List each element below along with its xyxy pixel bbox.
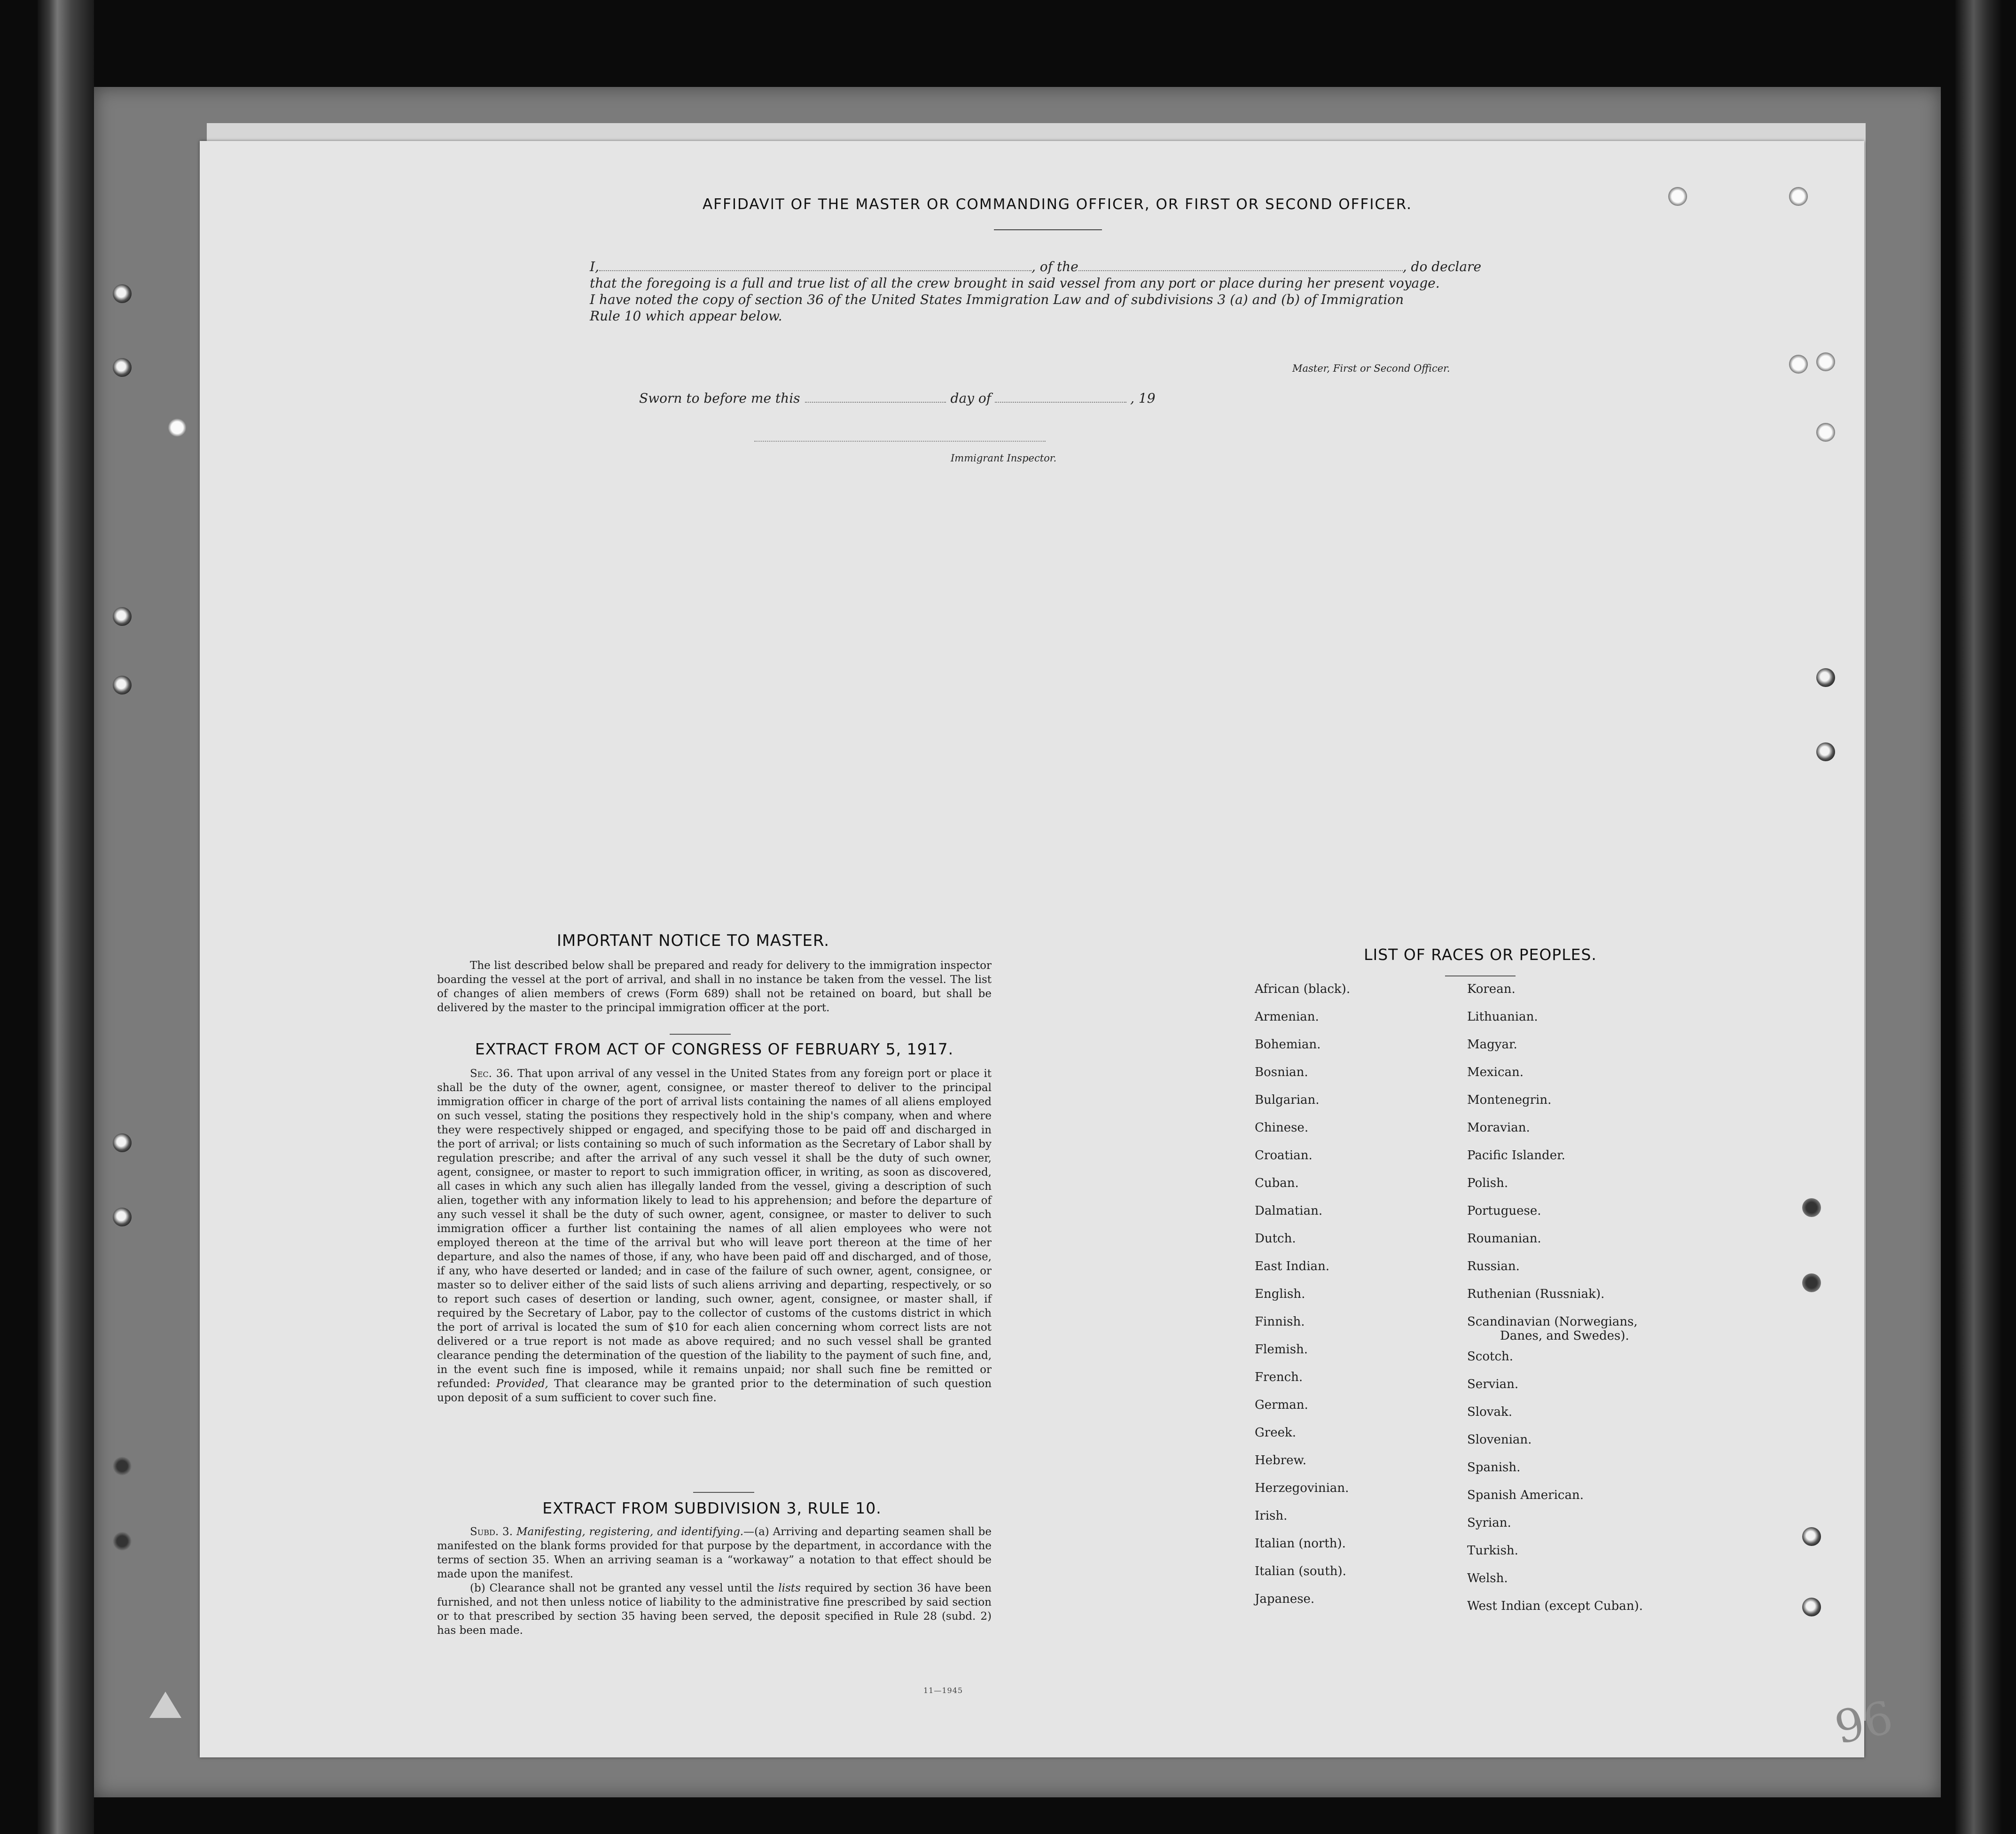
race-item: Lithuanian. <box>1467 1010 1538 1024</box>
master-signature-label: Master, First or Second Officer. <box>1292 363 1450 374</box>
sworn-label: Sworn to before me this <box>639 390 800 406</box>
race-item: Moravian. <box>1467 1121 1530 1135</box>
paragraph-b-end: required by section 36 have been furnished, and not then unless notice of liability to the administrative fine prescribed by said section or to that prescribed by section 35 having been served, the deposit specified in Rule 28 (subd. 2) has been made. <box>437 1582 992 1637</box>
rule-body <box>437 1525 992 1638</box>
punch-hole-icon <box>1802 1527 1821 1546</box>
races-heading: LIST OF RACES OR PEOPLES. <box>1364 945 1597 964</box>
race-item: Hebrew. <box>1255 1453 1306 1467</box>
punch-hole-icon <box>1816 668 1835 687</box>
section-label: Sec. 36. <box>470 1068 514 1080</box>
sworn-line <box>639 390 1767 407</box>
race-item: Bosnian. <box>1255 1065 1308 1079</box>
binder-spine-left <box>38 0 94 1834</box>
race-item: Italian (south). <box>1255 1564 1346 1578</box>
race-item: Roumanian. <box>1467 1232 1541 1246</box>
section-36-text: That upon arrival of any vessel in the United States from any foreign port or place it shall be the duty of the owner, agent, consignee, or master thereof to deliver to the principal immigration officer in charge of the port of arrival lists containing the names of all aliens employed on such vessel, stating the positions they respectively hold in the ship's company, when and where they were respectively shipped or engaged, and specifying those to be paid off and discharged in the port of arrival; or lists containing so much of such information as the Secretary of Labor shall by regulation prescribe; and after the arrival of any such vessel it shall be the duty of such owner, agent, consignee, or master to report to such immigration officer, in writing, as soon as discovered, all cases in which any such alien has illegally landed from the vessel, giving a description of such alien, together with any information likely to lead to his apprehension; and before the departure of any such vessel it shall be the duty of such owner, agent, consignee, or master to deliver to such immigration officer a further list containing the names of all alien employees who were not employed thereon at the time of the arrival but who will leave port thereon at the time of her departure, and also the names of those, if any, who have been paid off and discharged, and of those, if any, who have deserted or landed; and in case of the failure of such owner, agent, consignee, or master so to deliver either of the said lists of such aliens arriving and departing, respectively, or so to report such cases of desertion or landing, such owner, agent, consignee, or master shall, if required by the Secretary of Labor, pay to the collector of customs of the customs district in which the port of arrival is located the sum of $10 for each alien concerning whom correct lists are not delivered or a true report is not made as above required; and no such vessel shall be granted clearance pending the determination of the question of the liability to the payment of such fine, and, in the event such fine is imposed, while it remains unpaid; nor shall such fine be remitted or refunded: <box>437 1068 992 1390</box>
race-item: Polish. <box>1467 1176 1508 1190</box>
punch-hole-icon <box>113 1457 132 1475</box>
punch-hole-icon <box>113 676 132 695</box>
race-item: Cuban. <box>1255 1176 1299 1190</box>
punch-hole-icon <box>1789 187 1808 206</box>
race-item: Croatian. <box>1255 1148 1313 1163</box>
punch-hole-icon <box>113 1208 132 1226</box>
paragraph-a-text: —(a) Arriving and departing seamen shall be manifested on the blank forms provided for that purpose by the department, in accordance with the terms of section 35. When an arriving seaman is a “workaway” a notation to that effect should be made upon the manifest. <box>437 1526 992 1580</box>
race-item: Japanese. <box>1255 1592 1315 1606</box>
race-item: Bohemian. <box>1255 1038 1321 1052</box>
race-item: Slovak. <box>1467 1405 1512 1419</box>
punch-hole-icon <box>113 284 132 303</box>
proviso-text: That clearance may be granted prior to the determination of such question upon deposit of a sum sufficient to cover such fine. <box>437 1378 992 1404</box>
race-item: Mexican. <box>1467 1065 1524 1079</box>
title-divider <box>994 229 1102 230</box>
punch-hole-icon <box>1802 1598 1821 1616</box>
race-item: Irish. <box>1255 1509 1288 1523</box>
race-item: West Indian (except Cuban). <box>1467 1599 1643 1613</box>
race-item: African (black). <box>1255 982 1351 996</box>
rule-paragraph-b <box>437 1581 992 1638</box>
race-item: Finnish. <box>1255 1315 1305 1329</box>
races-column-2 <box>1467 976 1643 1620</box>
race-item: Scandinavian (Norwegians, <box>1467 1315 1638 1329</box>
declaration-of-the: , of the <box>1031 259 1078 274</box>
race-item: Magyar. <box>1467 1038 1517 1052</box>
declaration-line-3: I have noted the copy of section 36 of the United States Immigration Law and of subdivisions 3 (a) and (b) of Immigration <box>590 292 1404 307</box>
race-item: Flemish. <box>1255 1342 1308 1357</box>
punch-hole-icon <box>113 1532 132 1551</box>
affidavit-title: AFFIDAVIT OF THE MASTER OR COMMANDING OFFICER, OR FIRST OR SECOND OFFICER. <box>702 196 1413 213</box>
race-item: Herzegovinian. <box>1255 1481 1349 1495</box>
vessel-blank[interactable] <box>1078 260 1403 271</box>
race-item: English. <box>1255 1287 1305 1301</box>
act-paragraph <box>437 1067 992 1405</box>
name-blank[interactable] <box>599 260 1031 271</box>
punch-hole-icon <box>1802 1198 1821 1217</box>
race-item: Scotch. <box>1467 1350 1514 1364</box>
race-item: Dutch. <box>1255 1232 1296 1246</box>
race-item: Russian. <box>1467 1259 1520 1273</box>
race-item: German. <box>1255 1398 1308 1412</box>
punch-hole-icon <box>113 358 132 377</box>
rule-heading: EXTRACT FROM SUBDIVISION 3, RULE 10. <box>542 1499 882 1517</box>
declaration-do-declare: , do declare <box>1402 259 1482 274</box>
race-item: East Indian. <box>1255 1259 1330 1273</box>
punch-hole-icon <box>1668 187 1687 206</box>
notice-paragraph: The list described below shall be prepared and ready for delivery to the immigration inspector boarding the vessel at the port of arrival, and shall in no instance be taken from the vessel. The list of changes of alien members of crews (Form 689) shall not be retained on board, but shall be delivered by the master to the principal immigration officer at the port. <box>437 960 992 1014</box>
declaration-line-2: that the foregoing is a full and true list of all the crew brought in said vessel from any port or place during her present voyage. <box>590 275 1440 291</box>
declaration-line-4: Rule 10 which appear below. <box>590 308 782 324</box>
inspector-signature-line <box>754 441 1046 442</box>
race-item: Turkish. <box>1467 1544 1518 1558</box>
punch-hole-icon <box>113 1133 132 1152</box>
race-item: Montenegrin. <box>1467 1093 1552 1107</box>
race-item: Spanish American. <box>1467 1488 1584 1502</box>
inspector-label: Immigrant Inspector. <box>951 453 1057 464</box>
race-item: Syrian. <box>1467 1516 1511 1530</box>
race-item: Chinese. <box>1255 1121 1309 1135</box>
proviso-word: Provided, <box>496 1378 548 1390</box>
punch-hole-icon <box>1802 1273 1821 1292</box>
races-column-1 <box>1255 976 1350 1613</box>
race-item: Servian. <box>1467 1377 1519 1391</box>
race-item: Welsh. <box>1467 1571 1508 1585</box>
race-item: Bulgarian. <box>1255 1093 1320 1107</box>
binder-spine-right <box>1955 0 2002 1834</box>
race-item: Spanish. <box>1467 1460 1521 1475</box>
declaration-i: I, <box>590 259 599 274</box>
handwritten-page-number: 96 <box>1830 1691 1898 1755</box>
race-item: Portuguese. <box>1467 1204 1541 1218</box>
race-item: Greek. <box>1255 1426 1296 1440</box>
punch-hole-icon <box>1816 352 1835 371</box>
race-item-continuation: Danes, and Swedes). <box>1500 1329 1629 1343</box>
triangle-marker-icon <box>149 1692 181 1718</box>
punch-hole-icon <box>168 418 187 437</box>
race-item: Ruthenian (Russniak). <box>1467 1287 1605 1301</box>
race-item: Dalmatian. <box>1255 1204 1323 1218</box>
act-divider <box>693 1492 754 1493</box>
punch-hole-icon <box>1816 423 1835 442</box>
race-item: French. <box>1255 1370 1303 1384</box>
form-number: 11—1945 <box>923 1686 963 1695</box>
day-blank[interactable] <box>805 391 946 403</box>
punch-hole-icon <box>113 607 132 626</box>
month-blank[interactable] <box>995 391 1126 403</box>
day-of-label: day of <box>950 390 992 406</box>
subdivision-title: Manifesting, registering, and identifying. <box>516 1526 744 1538</box>
paragraph-b-start: (b) Clearance shall not be granted any vessel until the <box>470 1582 774 1594</box>
manifest-page <box>200 141 1898 1757</box>
punch-hole-icon <box>1816 742 1835 761</box>
declaration-line-1 <box>590 258 1718 275</box>
act-heading: EXTRACT FROM ACT OF CONGRESS OF FEBRUARY 5, 1917. <box>475 1040 954 1058</box>
race-item: Slovenian. <box>1467 1433 1532 1447</box>
race-item: Italian (north). <box>1255 1537 1346 1551</box>
paragraph-b-lists: lists <box>778 1582 801 1594</box>
rule-paragraph-a <box>437 1525 992 1581</box>
race-item: Armenian. <box>1255 1010 1319 1024</box>
subdivision-label: Subd. 3. <box>470 1526 513 1538</box>
notice-body <box>437 959 992 1015</box>
act-body <box>437 1067 992 1405</box>
race-item: Korean. <box>1467 982 1516 996</box>
race-item: Pacific Islander. <box>1467 1148 1565 1163</box>
punch-hole-icon <box>1789 355 1808 374</box>
notice-heading: IMPORTANT NOTICE TO MASTER. <box>556 931 830 950</box>
year-label: , 19 <box>1130 390 1156 406</box>
notice-divider <box>670 1034 731 1035</box>
